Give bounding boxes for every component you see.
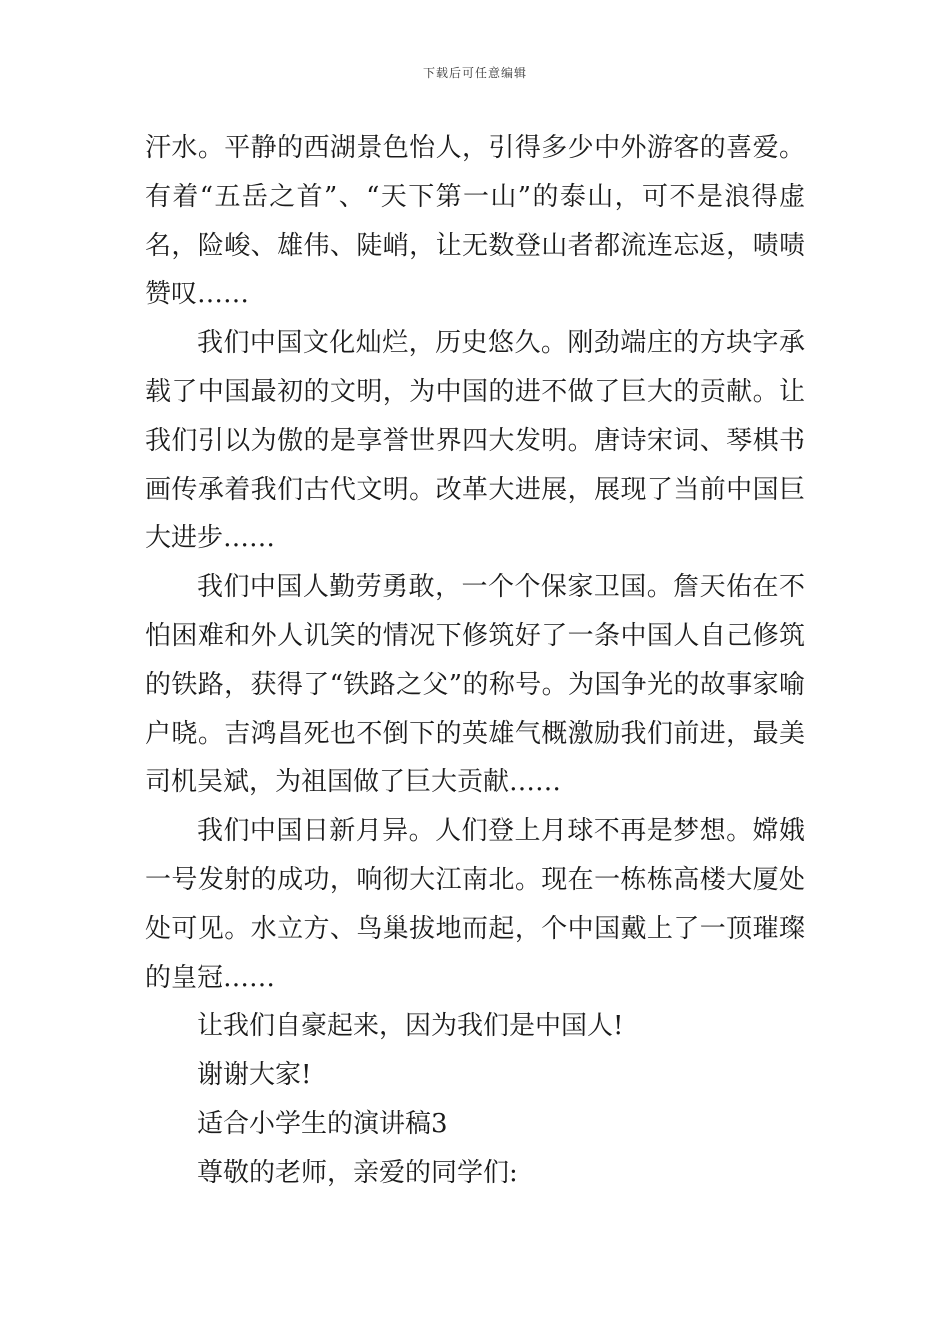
paragraph-3: 我们中国人勤劳勇敢，一个个保家卫国。詹天佑在不怕困难和外人讥笑的情况下修筑好了一条中国人自己修筑的铁路，获得了“铁路之父”的称号。为国争光的故事家喻户晓。吉鸿昌死也不倒下的英雄气概激励我们前进，最美司机吴斌，为祖国做了巨大贡献…… xyxy=(145,572,805,798)
paragraph-4: 我们中国日新月异。人们登上月球不再是梦想。嫦娥一号发射的成功，响彻大江南北。现在一栋栋高楼大厦处处可见。水立方、鸟巢拔地而起，个中国戴上了一顶璀璨的皇冠…… xyxy=(145,816,805,993)
document-body xyxy=(145,124,805,1198)
paragraph-2: 我们中国文化灿烂，历史悠久。刚劲端庄的方块字承载了中国最初的文明，为中国的进不做了巨大的贡献。让我们引以为傲的是享誉世界四大发明。唐诗宋词、琴棋书画传承着我们古代文明。改革大进展，展现了当前中国巨大进步…… xyxy=(145,328,805,554)
section-title: 适合小学生的演讲稿3 xyxy=(197,1108,448,1139)
paragraph-6: 谢谢大家! xyxy=(197,1060,312,1091)
paragraph-1: 汗水。平静的西湖景色怡人，引得多少中外游客的喜爱。有着“五岳之首”、“天下第一山”的泰山，可不是浪得虚名，险峻、雄伟、陡峭，让无数登山者都流连忘返，啧啧赞叹…… xyxy=(145,133,805,310)
salutation: 尊敬的老师，亲爱的同学们: xyxy=(197,1157,518,1188)
page-header: 下载后可任意编辑 xyxy=(422,66,527,80)
paragraph-5: 让我们自豪起来，因为我们是中国人! xyxy=(197,1011,624,1042)
